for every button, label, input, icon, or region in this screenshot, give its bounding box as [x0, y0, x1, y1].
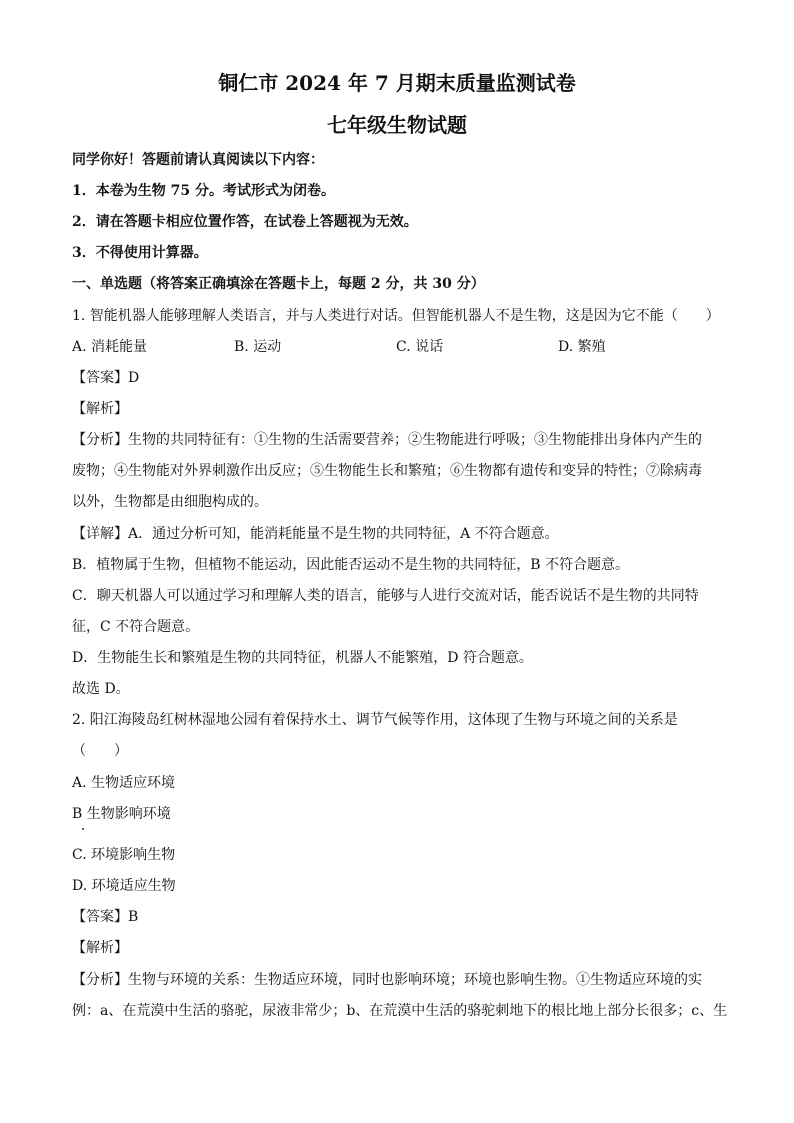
- question-2-stem-cont: （ ）: [72, 743, 128, 759]
- question-2-option-a: A. 生物适应环境: [72, 775, 176, 791]
- question-1-analysis-line: 废物；④生物能对外界刺激作出反应；⑤生物能生长和繁殖；⑥生物都有遗传和变异的特性；⑦除病毒: [72, 463, 702, 479]
- question-1-stem: 1. 智能机器人能够理解人类语言，并与人类进行对话。但智能机器人不是生物，这是因为它不能（ ）: [72, 308, 720, 324]
- question-1-detail-line: C．聊天机器人可以通过学习和理解人类的语言，能够与人进行交流对话，能否说话不是生物的共同特: [72, 588, 699, 604]
- question-2-analysis-tag: 【解析】: [72, 940, 128, 956]
- notice-item-2: 2．请在答题卡相应位置作答，在试卷上答题视为无效。: [72, 214, 418, 230]
- question-2-analysis-line: 【分析】生物与环境的关系：生物适应环境，同时也影响环境；环境也影响生物。①生物适应环境的实: [72, 972, 702, 988]
- question-2-option-c: C. 环境影响生物: [72, 847, 176, 863]
- question-1-analysis-line: 以外，生物都是由细胞构成的。: [72, 494, 268, 510]
- question-1-detail-line: 【详解】A．通过分析可知，能消耗能量不是生物的共同特征，A 不符合题意。: [72, 526, 559, 542]
- section-heading: 一、单选题（将答案正确填涂在答题卡上，每题 2 分，共 30 分）: [72, 276, 485, 292]
- page-title: 铜仁市 2024 年 7 月期末质量监测试卷: [218, 71, 576, 95]
- question-1-option-a: A. 消耗能量: [72, 339, 148, 355]
- question-1-detail-line: B．植物属于生物，但植物不能运动，因此能否运动不是生物的共同特征，B 不符合题意。: [72, 557, 630, 573]
- notice-item-1: 1．本卷为生物 75 分。考试形式为闭卷。: [72, 183, 335, 199]
- notice-greeting: 同学你好！答题前请认真阅读以下内容：: [72, 152, 324, 168]
- question-1-option-d: D. 繁殖: [558, 339, 606, 355]
- question-1-conclusion: 故选 D。: [72, 681, 130, 697]
- question-1-analysis-line: 【分析】生物的共同特征有：①生物的生活需要营养；②生物能进行呼吸；③生物能排出身体内产生的: [72, 432, 702, 448]
- question-1-option-b: B. 运动: [234, 339, 282, 355]
- question-2-stem: 2. 阳江海陵岛红树林湿地公园有着保持水土、调节气候等作用，这体现了生物与环境之间的关系是: [72, 712, 678, 728]
- question-1-detail-line: D．生物能生长和繁殖是生物的共同特征，机器人不能繁殖，D 符合题意。: [72, 650, 533, 666]
- page-subtitle: 七年级生物试题: [327, 113, 467, 137]
- question-1-option-c: C. 说话: [396, 339, 444, 355]
- question-2-option-b: B 生物影响环境: [72, 806, 171, 822]
- stray-dot-mark: [82, 828, 84, 830]
- question-1-analysis-tag: 【解析】: [72, 401, 128, 417]
- question-2-analysis-line: 例：a、在荒漠中生活的骆驼，尿液非常少；b、在荒漠中生活的骆驼刺地下的根比地上部分长很多；c、生: [72, 1003, 728, 1019]
- question-2-answer: 【答案】B: [72, 909, 139, 925]
- question-2-option-d: D. 环境适应生物: [72, 878, 176, 894]
- question-1-answer: 【答案】D: [72, 370, 140, 386]
- notice-item-3: 3．不得使用计算器。: [72, 245, 208, 261]
- question-1-detail-line: 征，C 不符合题意。: [72, 619, 200, 635]
